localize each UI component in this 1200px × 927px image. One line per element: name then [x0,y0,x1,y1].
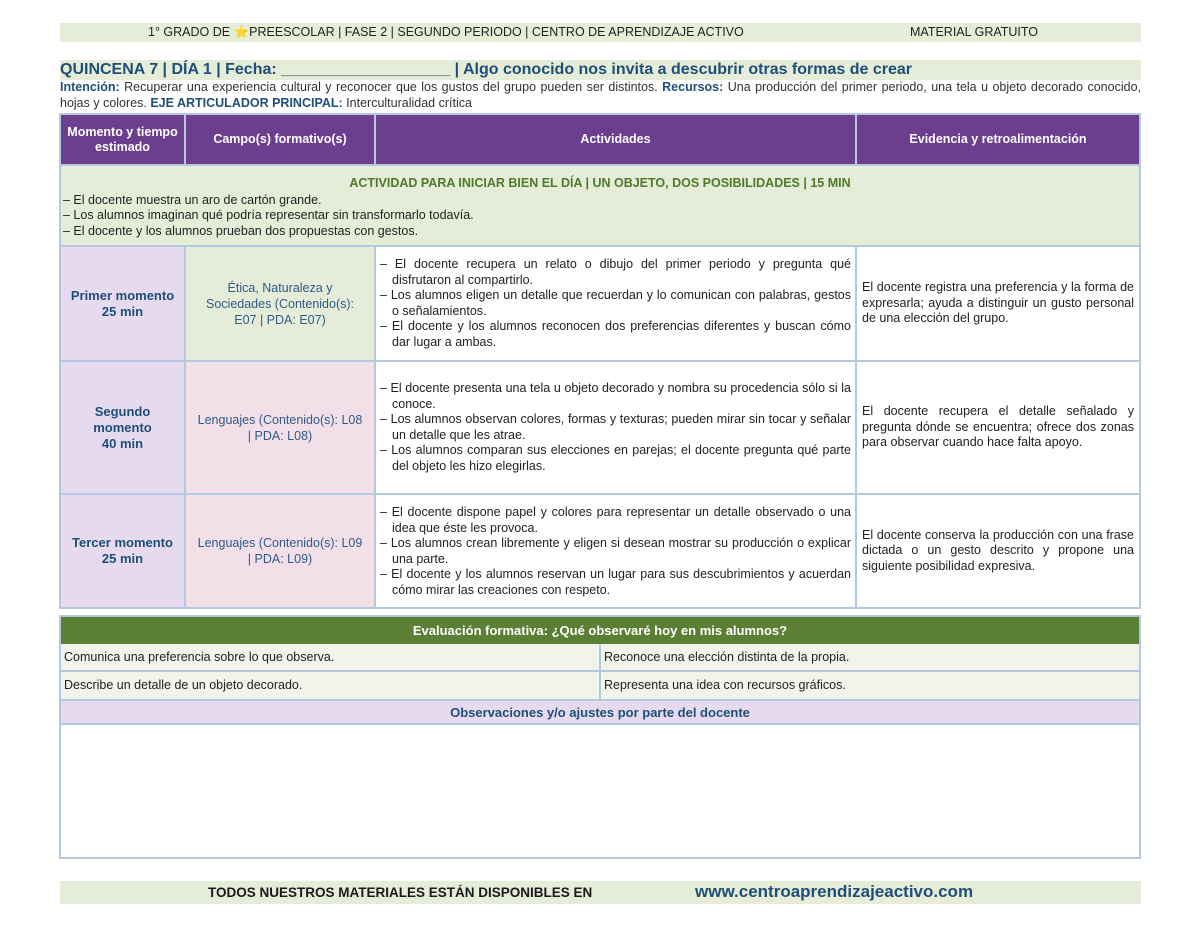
campo-2: Lenguajes (Contenido(s): L08 | PDA: L08) [186,362,376,495]
start-line: – Los alumnos imaginan qué podría representar sin transformarlo todavía. [63,208,474,222]
start-activity [61,166,1139,247]
intent-text: Recuperar una experiencia cultural y reconocer que los gustos del grupo pueden ser distintos. [119,80,663,94]
activity-item: – Los alumnos eligen un detalle que recuerdan y lo comunican con palabras, gestos o señalamientos. [380,288,851,318]
evaluation-heading: Evaluación formativa: ¿Qué observaré hoy en mis alumnos? [61,617,1139,644]
intent-label: Intención: [60,80,120,94]
start-line: – El docente y los alumnos prueban dos propuestas con gestos. [63,223,419,238]
activity-item: – El docente y los alumnos reconocen dos preferencias diferentes y buscan cómo dar lugar a ambas. [380,319,851,349]
page-title: QUINCENA 7 | DÍA 1 | Fecha: ___________________ | Algo conocido nos invita a descubrir otras formas de crear [60,60,1141,80]
evaluation-item: Describe un detalle de un objeto decorado. [61,672,601,701]
star-icon: ⭐ [233,25,250,39]
header-campo: Campo(s) formativo(s) [186,115,376,166]
top-banner [60,23,1141,42]
resources-text: Una producción del primer periodo, una tela u objeto decorado conocido, hojas y colores. [60,80,1141,110]
evaluation-table [59,615,1141,859]
observations-heading: Observaciones y/o ajustes por parte del docente [61,701,1139,725]
moment-1: Primer momento 25 min [61,247,186,362]
evaluation-item: Comunica una preferencia sobre lo que observa. [61,644,601,672]
activity-item: – Los alumnos crean libremente y eligen si desean mostrar su producción o explicar una parte. [380,536,851,566]
campo-1: Ética, Naturaleza y Sociedades (Contenido(s): E07 | PDA: E07) [186,247,376,362]
campo-3: Lenguajes (Contenido(s): L09 | PDA: L09) [186,495,376,607]
evidence-1 [857,247,1139,362]
axis-label: EJE ARTICULADOR PRINCIPAL: [150,95,343,110]
intent-block [60,80,1141,111]
start-activity-heading: ACTIVIDAD PARA INICIAR BIEN EL DÍA | UN OBJETO, DOS POSIBILIDADES | 15 MIN [349,176,851,190]
activity-item: – El docente presenta una tela u objeto decorado y nombra su procedencia sólo si la conoce. [380,381,851,411]
activities-2 [376,362,857,495]
activities-3 [376,495,857,607]
activities-1 [376,247,857,362]
evidence-text: El docente recupera el detalle señalado y pregunta dónde se encuentra; ofrece dos zonas para observar cuando hace falta apoyo. [862,404,1134,450]
evidence-text: El docente registra una preferencia y la forma de expresarla; ayuda a distinguir un gusto personal de una elección del grupo. [862,280,1134,326]
start-line: – El docente muestra un aro de cartón grande. [63,192,322,207]
evidence-text: El docente conserva la producción con una frase dictada o un gesto descrito y propone una siguiente posibilidad expresiva. [862,527,1134,573]
activity-item: – El docente dispone papel y colores para representar un detalle observado o una idea que éste les provoca. [380,505,851,535]
plan-table [59,113,1141,609]
evidence-3 [857,495,1139,607]
footer-text: TODOS NUESTROS MATERIALES ESTÁN DISPONIBLES EN [208,885,593,900]
activity-item: – El docente recupera un relato o dibujo del primer periodo y pregunta qué disfrutaron al compartirlo. [380,257,851,287]
moment-3: Tercer momento 25 min [61,495,186,607]
moment-2: Segundo momento 40 min [61,362,186,495]
grade-label: 1° GRADO DE [148,25,234,39]
evidence-2 [857,362,1139,495]
axis-text: Interculturalidad crítica [342,95,472,110]
resources-label: Recursos: [662,80,724,94]
footer-url-link[interactable]: www.centroaprendizajeactivo.com [695,882,974,901]
activity-item: – El docente y los alumnos reservan un lugar para sus descubrimientos y acuerdan cómo mirar las creaciones con respeto. [380,567,851,597]
observations-area[interactable] [61,725,1139,857]
evaluation-item: Representa una idea con recursos gráficos. [601,672,1139,701]
program-label: PREESCOLAR | FASE 2 | SEGUNDO PERIODO | CENTRO DE APRENDIZAJE ACTIVO [249,25,744,39]
program-line [148,23,744,42]
free-material-label: MATERIAL GRATUITO [910,25,1039,39]
header-moment: Momento y tiempo estimado [61,115,186,166]
evaluation-item: Reconoce una elección distinta de la propia. [601,644,1139,672]
activity-item: – Los alumnos observan colores, formas y texturas; pueden mirar sin tocar y señalar un detalle que les atrae. [380,412,851,442]
activity-item: – Los alumnos comparan sus elecciones en parejas; el docente pregunta qué parte del objeto les hizo elegirlas. [380,443,851,473]
header-activities: Actividades [376,115,857,166]
footer [60,881,1141,904]
header-evidence: Evidencia y retroalimentación [857,115,1139,166]
